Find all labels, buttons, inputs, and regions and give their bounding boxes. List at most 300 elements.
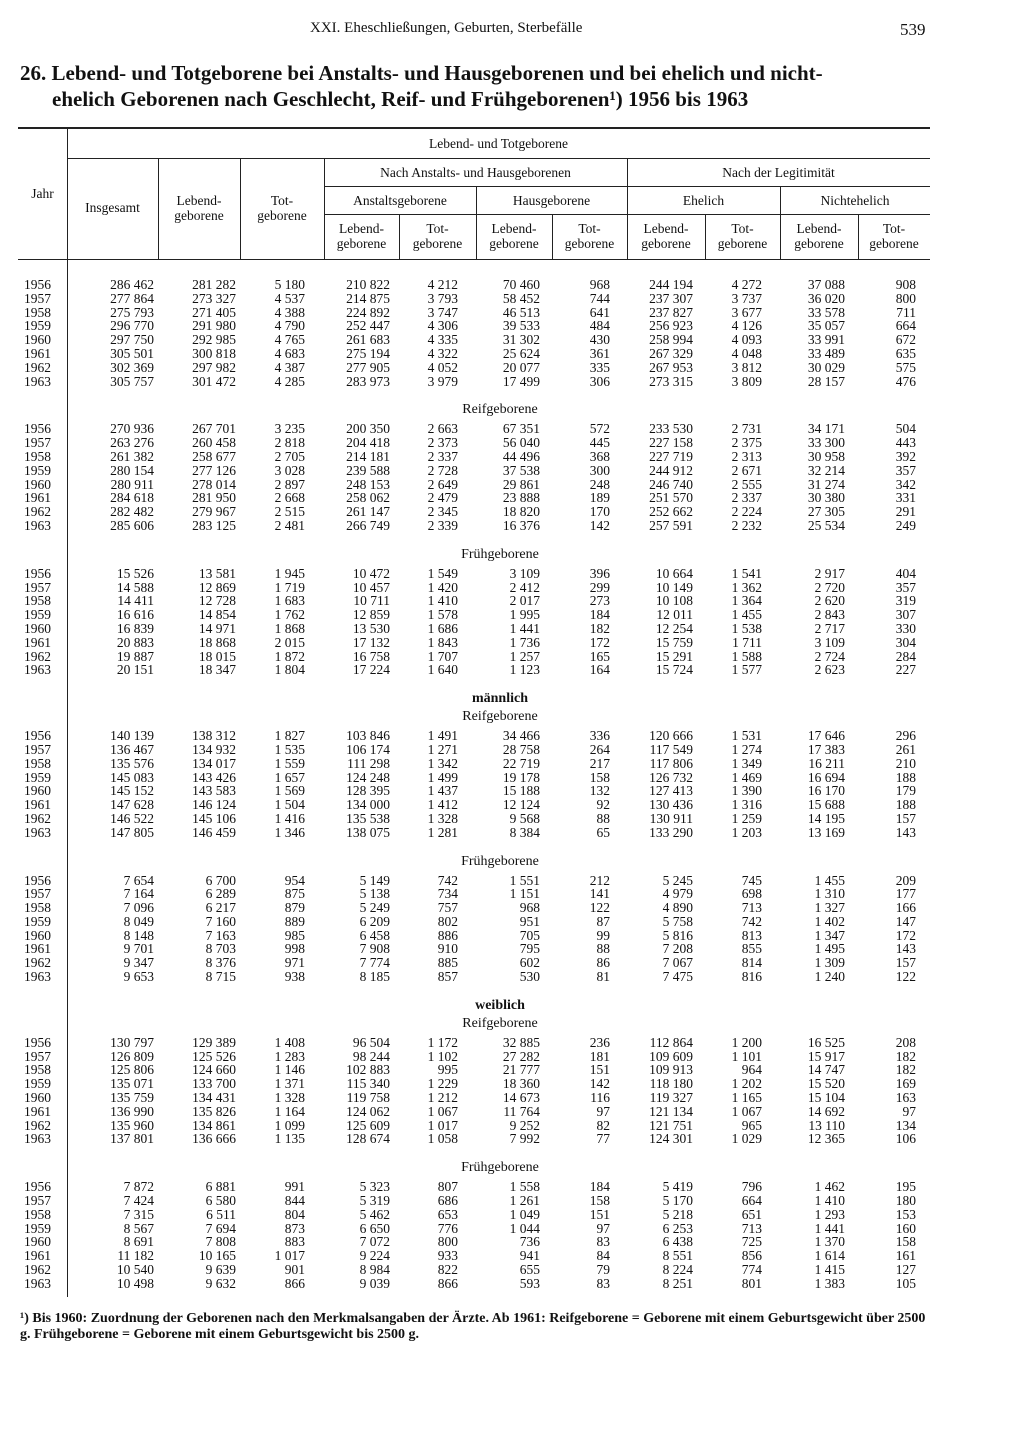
value-cell: 1 441 — [814, 1220, 845, 1236]
value-cell: 1 349 — [731, 755, 762, 771]
value-cell: 5 319 — [359, 1193, 390, 1209]
value-cell: 14 971 — [198, 620, 236, 636]
value-cell: 15 104 — [807, 1090, 845, 1106]
value-cell: 7 774 — [359, 955, 390, 971]
value-cell: 15 520 — [807, 1076, 845, 1092]
value-cell: 135 576 — [110, 755, 154, 771]
value-cell: 1 541 — [731, 565, 762, 581]
year-cell: 1956 — [24, 565, 51, 581]
value-cell: 1 455 — [731, 607, 762, 623]
value-cell: 277 864 — [110, 290, 154, 306]
year-cell: 1959 — [24, 913, 51, 929]
value-cell: 7 808 — [205, 1234, 236, 1250]
value-cell: 1 146 — [274, 1062, 305, 1078]
value-cell: 1 364 — [731, 593, 762, 609]
value-cell: 33 489 — [807, 345, 845, 361]
value-cell: 635 — [895, 345, 916, 361]
value-cell: 5 180 — [274, 277, 305, 292]
value-cell: 58 452 — [502, 290, 540, 306]
value-cell: 151 — [589, 1062, 610, 1078]
value-cell: 160 — [895, 1220, 916, 1236]
value-cell: 296 770 — [110, 318, 154, 334]
table-row — [0, 436, 1024, 450]
value-cell: 30 380 — [807, 490, 845, 506]
value-cell: 1 135 — [274, 1131, 305, 1147]
value-cell: 79 — [596, 1262, 610, 1278]
value-cell: 16 694 — [807, 769, 845, 785]
value-cell: 84 — [596, 1248, 610, 1264]
value-cell: 164 — [589, 662, 610, 678]
value-cell: 901 — [284, 1262, 305, 1278]
year-cell: 1962 — [24, 648, 51, 664]
value-cell: 263 276 — [110, 435, 154, 451]
value-cell: 88 — [596, 941, 610, 957]
value-cell: 844 — [284, 1193, 305, 1209]
value-cell: 9 568 — [509, 810, 540, 826]
value-cell: 270 936 — [110, 421, 154, 437]
value-cell: 886 — [437, 927, 458, 943]
table-row — [0, 567, 1024, 581]
year-cell: 1957 — [24, 1048, 51, 1064]
value-cell: 1 202 — [731, 1076, 762, 1092]
value-cell: 1 017 — [274, 1248, 305, 1264]
value-cell: 184 — [589, 1179, 610, 1195]
value-cell: 2 728 — [427, 462, 458, 478]
value-cell: 127 — [895, 1262, 916, 1278]
running-header: XXI. Eheschließungen, Geburten, Sterbefälle — [310, 20, 583, 36]
year-cell: 1958 — [24, 755, 51, 771]
value-cell: 128 395 — [346, 783, 390, 799]
header-hausgeborene: Hausgeborene — [512, 193, 591, 208]
value-cell: 1 827 — [274, 728, 305, 744]
value-cell: 1 412 — [427, 797, 458, 813]
value-cell: 109 913 — [649, 1062, 693, 1078]
value-cell: 92 — [596, 797, 610, 813]
value-cell: 130 797 — [110, 1034, 154, 1050]
value-cell: 336 — [589, 728, 610, 744]
value-cell: 267 953 — [649, 359, 693, 375]
table-block — [0, 689, 1024, 851]
value-cell: 14 411 — [117, 593, 154, 609]
value-cell: 132 — [589, 783, 610, 799]
table-row — [0, 743, 1024, 757]
value-cell: 908 — [895, 277, 916, 292]
value-cell: 286 462 — [110, 277, 154, 292]
value-cell: 18 360 — [502, 1076, 540, 1092]
header-sub-lebend: Lebend- geborene — [641, 221, 691, 251]
value-cell: 1 347 — [814, 927, 845, 943]
value-cell: 97 — [596, 1103, 610, 1119]
value-cell: 18 015 — [198, 648, 236, 664]
table-body — [0, 272, 1024, 1303]
value-cell: 210 — [895, 755, 916, 771]
value-cell: 35 057 — [807, 318, 845, 334]
value-cell: 5 245 — [662, 872, 693, 888]
value-cell: 664 — [741, 1193, 762, 1209]
value-cell: 968 — [589, 277, 610, 292]
value-cell: 128 674 — [346, 1131, 390, 1147]
value-cell: 134 000 — [346, 797, 390, 813]
value-cell: 5 218 — [662, 1206, 693, 1222]
value-cell: 161 — [895, 1248, 916, 1264]
value-cell: 13 581 — [198, 565, 236, 581]
value-cell: 3 677 — [731, 304, 762, 320]
table-row — [0, 970, 1024, 984]
value-cell: 655 — [519, 1262, 540, 1278]
value-cell: 12 869 — [198, 579, 236, 595]
value-cell: 8 567 — [123, 1220, 154, 1236]
value-cell: 106 174 — [346, 741, 390, 757]
value-cell: 147 — [895, 913, 916, 929]
value-cell: 291 980 — [192, 318, 236, 334]
table-row — [0, 1105, 1024, 1119]
value-cell: 1 309 — [814, 955, 845, 971]
value-cell: 1 736 — [509, 634, 540, 650]
year-cell: 1958 — [24, 1206, 51, 1222]
header-rule-1 — [67, 158, 930, 159]
value-cell: 31 302 — [502, 332, 540, 348]
value-cell: 705 — [519, 927, 540, 943]
value-cell: 9 252 — [509, 1117, 540, 1133]
value-cell: 6 438 — [662, 1234, 693, 1250]
value-cell: 12 124 — [502, 797, 540, 813]
value-cell: 195 — [895, 1179, 916, 1195]
year-cell: 1960 — [24, 927, 51, 943]
value-cell: 1 067 — [731, 1103, 762, 1119]
value-cell: 248 153 — [346, 476, 390, 492]
value-cell: 33 300 — [807, 435, 845, 451]
value-cell: 301 472 — [192, 373, 236, 389]
value-cell: 111 298 — [347, 755, 390, 771]
table-row — [0, 1222, 1024, 1236]
value-cell: 151 — [589, 1206, 610, 1222]
value-cell: 134 932 — [192, 741, 236, 757]
value-cell: 8 384 — [509, 824, 540, 840]
value-cell: 146 459 — [192, 824, 236, 840]
value-cell: 141 — [589, 886, 610, 902]
value-cell: 125 526 — [192, 1048, 236, 1064]
value-cell: 504 — [895, 421, 916, 437]
header-sub-tot: Tot- geborene — [717, 221, 768, 251]
value-cell: 8 984 — [359, 1262, 390, 1278]
value-cell: 2 224 — [731, 504, 762, 520]
header-anstaltsgeborene: Anstaltsgeborene — [353, 193, 447, 208]
value-cell: 145 083 — [110, 769, 154, 785]
value-cell: 1 420 — [427, 579, 458, 595]
value-cell: 297 750 — [110, 332, 154, 348]
value-cell: 2 917 — [814, 565, 845, 581]
header-sub-tot: Tot- geborene — [564, 221, 615, 251]
table-row — [0, 319, 1024, 333]
value-cell: 46 513 — [502, 304, 540, 320]
table-row — [0, 505, 1024, 519]
value-cell: 736 — [519, 1234, 540, 1250]
year-cell: 1963 — [24, 662, 51, 678]
value-cell: 1 531 — [731, 728, 762, 744]
year-cell: 1956 — [24, 1034, 51, 1050]
value-cell: 4 979 — [662, 886, 693, 902]
value-cell: 204 418 — [346, 435, 390, 451]
value-cell: 3 737 — [731, 290, 762, 306]
value-cell: 10 472 — [352, 565, 390, 581]
value-cell: 146 124 — [192, 797, 236, 813]
value-cell: 2 663 — [427, 421, 458, 437]
value-cell: 261 147 — [346, 504, 390, 520]
value-cell: 1 261 — [509, 1193, 540, 1209]
value-cell: 8 224 — [662, 1262, 693, 1278]
value-cell: 4 212 — [427, 277, 458, 292]
value-cell: 1 843 — [427, 634, 458, 650]
year-cell: 1962 — [24, 359, 51, 375]
value-cell: 2 339 — [427, 517, 458, 533]
subgroup-label — [0, 707, 1024, 729]
value-cell: 20 883 — [116, 634, 154, 650]
value-cell: 10 664 — [655, 565, 693, 581]
value-cell: 1 327 — [814, 900, 845, 916]
value-cell: 169 — [895, 1076, 916, 1092]
value-cell: 2 412 — [509, 579, 540, 595]
title-line-2: ehelich Geborenen nach Geschlecht, Reif- und Frühgeborenen¹) 1956 bis 1963 — [52, 87, 749, 111]
value-cell: 277 905 — [346, 359, 390, 375]
value-cell: 8 049 — [123, 913, 154, 929]
value-cell: 19 887 — [116, 648, 154, 664]
table-block — [0, 400, 1024, 544]
year-cell: 1957 — [24, 435, 51, 451]
value-cell: 985 — [284, 927, 305, 943]
value-cell: 3 809 — [731, 373, 762, 389]
value-cell: 7 424 — [123, 1193, 154, 1209]
value-cell: 1 495 — [814, 941, 845, 957]
value-cell: 307 — [895, 607, 916, 623]
year-cell: 1963 — [24, 1275, 51, 1291]
value-cell: 143 426 — [192, 769, 236, 785]
value-cell: 83 — [596, 1234, 610, 1250]
value-cell: 875 — [284, 886, 305, 902]
value-cell: 1 271 — [427, 741, 458, 757]
value-cell: 244 194 — [649, 277, 693, 292]
value-cell: 1 370 — [814, 1234, 845, 1250]
value-cell: 1 283 — [274, 1048, 305, 1064]
value-cell: 3 747 — [427, 304, 458, 320]
value-cell: 593 — [519, 1275, 540, 1291]
value-cell: 210 822 — [346, 277, 390, 292]
value-cell: 125 609 — [346, 1117, 390, 1133]
value-cell: 124 301 — [649, 1131, 693, 1147]
value-cell: 1 762 — [274, 607, 305, 623]
value-cell: 1 872 — [274, 648, 305, 664]
value-cell: 6 217 — [205, 900, 236, 916]
value-cell: 13 110 — [808, 1117, 845, 1133]
value-cell: 2 620 — [814, 593, 845, 609]
value-cell: 7 208 — [662, 941, 693, 957]
value-cell: 4 537 — [274, 290, 305, 306]
value-cell: 734 — [437, 886, 458, 902]
value-cell: 7 160 — [205, 913, 236, 929]
value-cell: 664 — [895, 318, 916, 334]
value-cell: 237 307 — [649, 290, 693, 306]
value-cell: 133 290 — [649, 824, 693, 840]
value-cell: 1 044 — [509, 1220, 540, 1236]
year-cell: 1956 — [24, 728, 51, 744]
value-cell: 857 — [437, 969, 458, 985]
value-cell: 227 158 — [649, 435, 693, 451]
value-cell: 7 908 — [359, 941, 390, 957]
value-cell: 172 — [589, 634, 610, 650]
value-cell: 3 812 — [731, 359, 762, 375]
value-cell: 146 522 — [110, 810, 154, 826]
value-cell: 188 — [895, 769, 916, 785]
value-cell: 1 640 — [427, 662, 458, 678]
value-cell: 166 — [895, 900, 916, 916]
value-cell: 1 408 — [274, 1034, 305, 1050]
year-cell: 1961 — [24, 634, 51, 650]
header-top: Lebend- und Totgeborene — [428, 136, 568, 151]
value-cell: 8 376 — [205, 955, 236, 971]
value-cell: 261 — [895, 741, 916, 757]
value-cell: 4 890 — [662, 900, 693, 916]
value-cell: 9 639 — [205, 1262, 236, 1278]
table-row — [0, 622, 1024, 636]
value-cell: 1 559 — [274, 755, 305, 771]
value-cell: 18 347 — [198, 662, 236, 678]
value-cell: 129 389 — [192, 1034, 236, 1050]
value-cell: 1 067 — [427, 1103, 458, 1119]
value-cell: 117 549 — [649, 741, 693, 757]
value-cell: 227 — [895, 662, 916, 678]
value-cell: 119 758 — [346, 1090, 390, 1106]
value-cell: 236 — [589, 1034, 610, 1050]
value-cell: 56 040 — [502, 435, 540, 451]
value-cell: 17 646 — [807, 728, 845, 744]
value-cell: 116 — [590, 1090, 610, 1106]
value-cell: 126 809 — [110, 1048, 154, 1064]
header-sub-lebend: Lebend- geborene — [336, 221, 387, 251]
value-cell: 15 917 — [807, 1048, 845, 1064]
value-cell: 28 157 — [807, 373, 845, 389]
value-cell: 698 — [741, 886, 762, 902]
value-cell: 7 072 — [359, 1234, 390, 1250]
value-cell: 1 259 — [731, 810, 762, 826]
value-cell: 118 180 — [649, 1076, 693, 1092]
header-sub-lebend: Lebend- geborene — [489, 221, 539, 251]
value-cell: 143 583 — [192, 783, 236, 799]
value-cell: 4 683 — [274, 345, 305, 361]
value-cell: 1 346 — [274, 824, 305, 840]
value-cell: 70 460 — [502, 277, 540, 292]
value-cell: 4 765 — [274, 332, 305, 348]
value-cell: 33 578 — [807, 304, 845, 320]
value-cell: 88 — [596, 810, 610, 826]
value-cell: 572 — [589, 421, 610, 437]
header-sub-tot: Tot- geborene — [869, 221, 919, 251]
table-block — [0, 1158, 1024, 1302]
value-cell: 134 017 — [192, 755, 236, 771]
subgroup-label — [0, 1158, 1024, 1180]
value-cell: 8 551 — [662, 1248, 693, 1264]
value-cell: 252 662 — [649, 504, 693, 520]
year-cell: 1961 — [24, 490, 51, 506]
table-row — [0, 1036, 1024, 1050]
value-cell: 804 — [284, 1206, 305, 1222]
value-cell: 119 327 — [649, 1090, 693, 1106]
table-row — [0, 278, 1024, 292]
value-cell: 23 888 — [502, 490, 540, 506]
value-cell: 5 249 — [359, 900, 390, 916]
value-cell: 306 — [589, 373, 610, 389]
value-cell: 267 701 — [192, 421, 236, 437]
value-cell: 13 169 — [807, 824, 845, 840]
subgroup-label-text: Reifgeborene — [462, 709, 538, 725]
value-cell: 239 588 — [346, 462, 390, 478]
value-cell: 37 088 — [807, 277, 845, 292]
value-cell: 273 — [589, 593, 610, 609]
year-cell: 1960 — [24, 1090, 51, 1106]
value-cell: 13 530 — [352, 620, 390, 636]
value-cell: 124 248 — [346, 769, 390, 785]
value-cell: 12 728 — [198, 593, 236, 609]
value-cell: 357 — [895, 579, 916, 595]
value-cell: 1 535 — [274, 741, 305, 757]
value-cell: 822 — [437, 1262, 458, 1278]
value-cell: 866 — [284, 1275, 305, 1291]
table-row — [0, 306, 1024, 320]
value-cell: 1 441 — [509, 620, 540, 636]
table-row — [0, 361, 1024, 375]
table-row — [0, 292, 1024, 306]
value-cell: 7 163 — [205, 927, 236, 943]
value-cell: 12 365 — [807, 1131, 845, 1147]
value-cell: 124 062 — [346, 1103, 390, 1119]
value-cell: 16 525 — [807, 1034, 845, 1050]
table-row — [0, 1063, 1024, 1077]
value-cell: 65 — [596, 824, 610, 840]
value-cell: 866 — [437, 1275, 458, 1291]
year-cell: 1957 — [24, 579, 51, 595]
header-bottom-rule — [18, 259, 930, 260]
table-row — [0, 422, 1024, 436]
value-cell: 998 — [284, 941, 305, 957]
value-cell: 134 861 — [192, 1117, 236, 1133]
value-cell: 725 — [741, 1234, 762, 1250]
value-cell: 816 — [741, 969, 762, 985]
value-cell: 1 316 — [731, 797, 762, 813]
value-cell: 742 — [741, 913, 762, 929]
value-cell: 1 342 — [427, 755, 458, 771]
table-row — [0, 347, 1024, 361]
value-cell: 283 973 — [346, 373, 390, 389]
value-cell: 5 149 — [359, 872, 390, 888]
value-cell: 2 671 — [731, 462, 762, 478]
value-cell: 36 020 — [807, 290, 845, 306]
value-cell: 4 052 — [427, 359, 458, 375]
value-cell: 1 499 — [427, 769, 458, 785]
year-cell: 1960 — [24, 620, 51, 636]
value-cell: 8 148 — [123, 927, 154, 943]
value-cell: 97 — [596, 1220, 610, 1236]
value-cell: 87 — [596, 913, 610, 929]
value-cell: 1 281 — [427, 824, 458, 840]
value-cell: 5 138 — [359, 886, 390, 902]
value-cell: 261 683 — [346, 332, 390, 348]
value-cell: 81 — [596, 969, 610, 985]
value-cell: 757 — [437, 900, 458, 916]
value-cell: 2 515 — [274, 504, 305, 520]
year-cell: 1956 — [24, 1179, 51, 1195]
header-sub-tot: Tot- geborene — [412, 221, 463, 251]
value-cell: 121 134 — [649, 1103, 693, 1119]
year-cell: 1963 — [24, 824, 51, 840]
value-cell: 14 195 — [807, 810, 845, 826]
